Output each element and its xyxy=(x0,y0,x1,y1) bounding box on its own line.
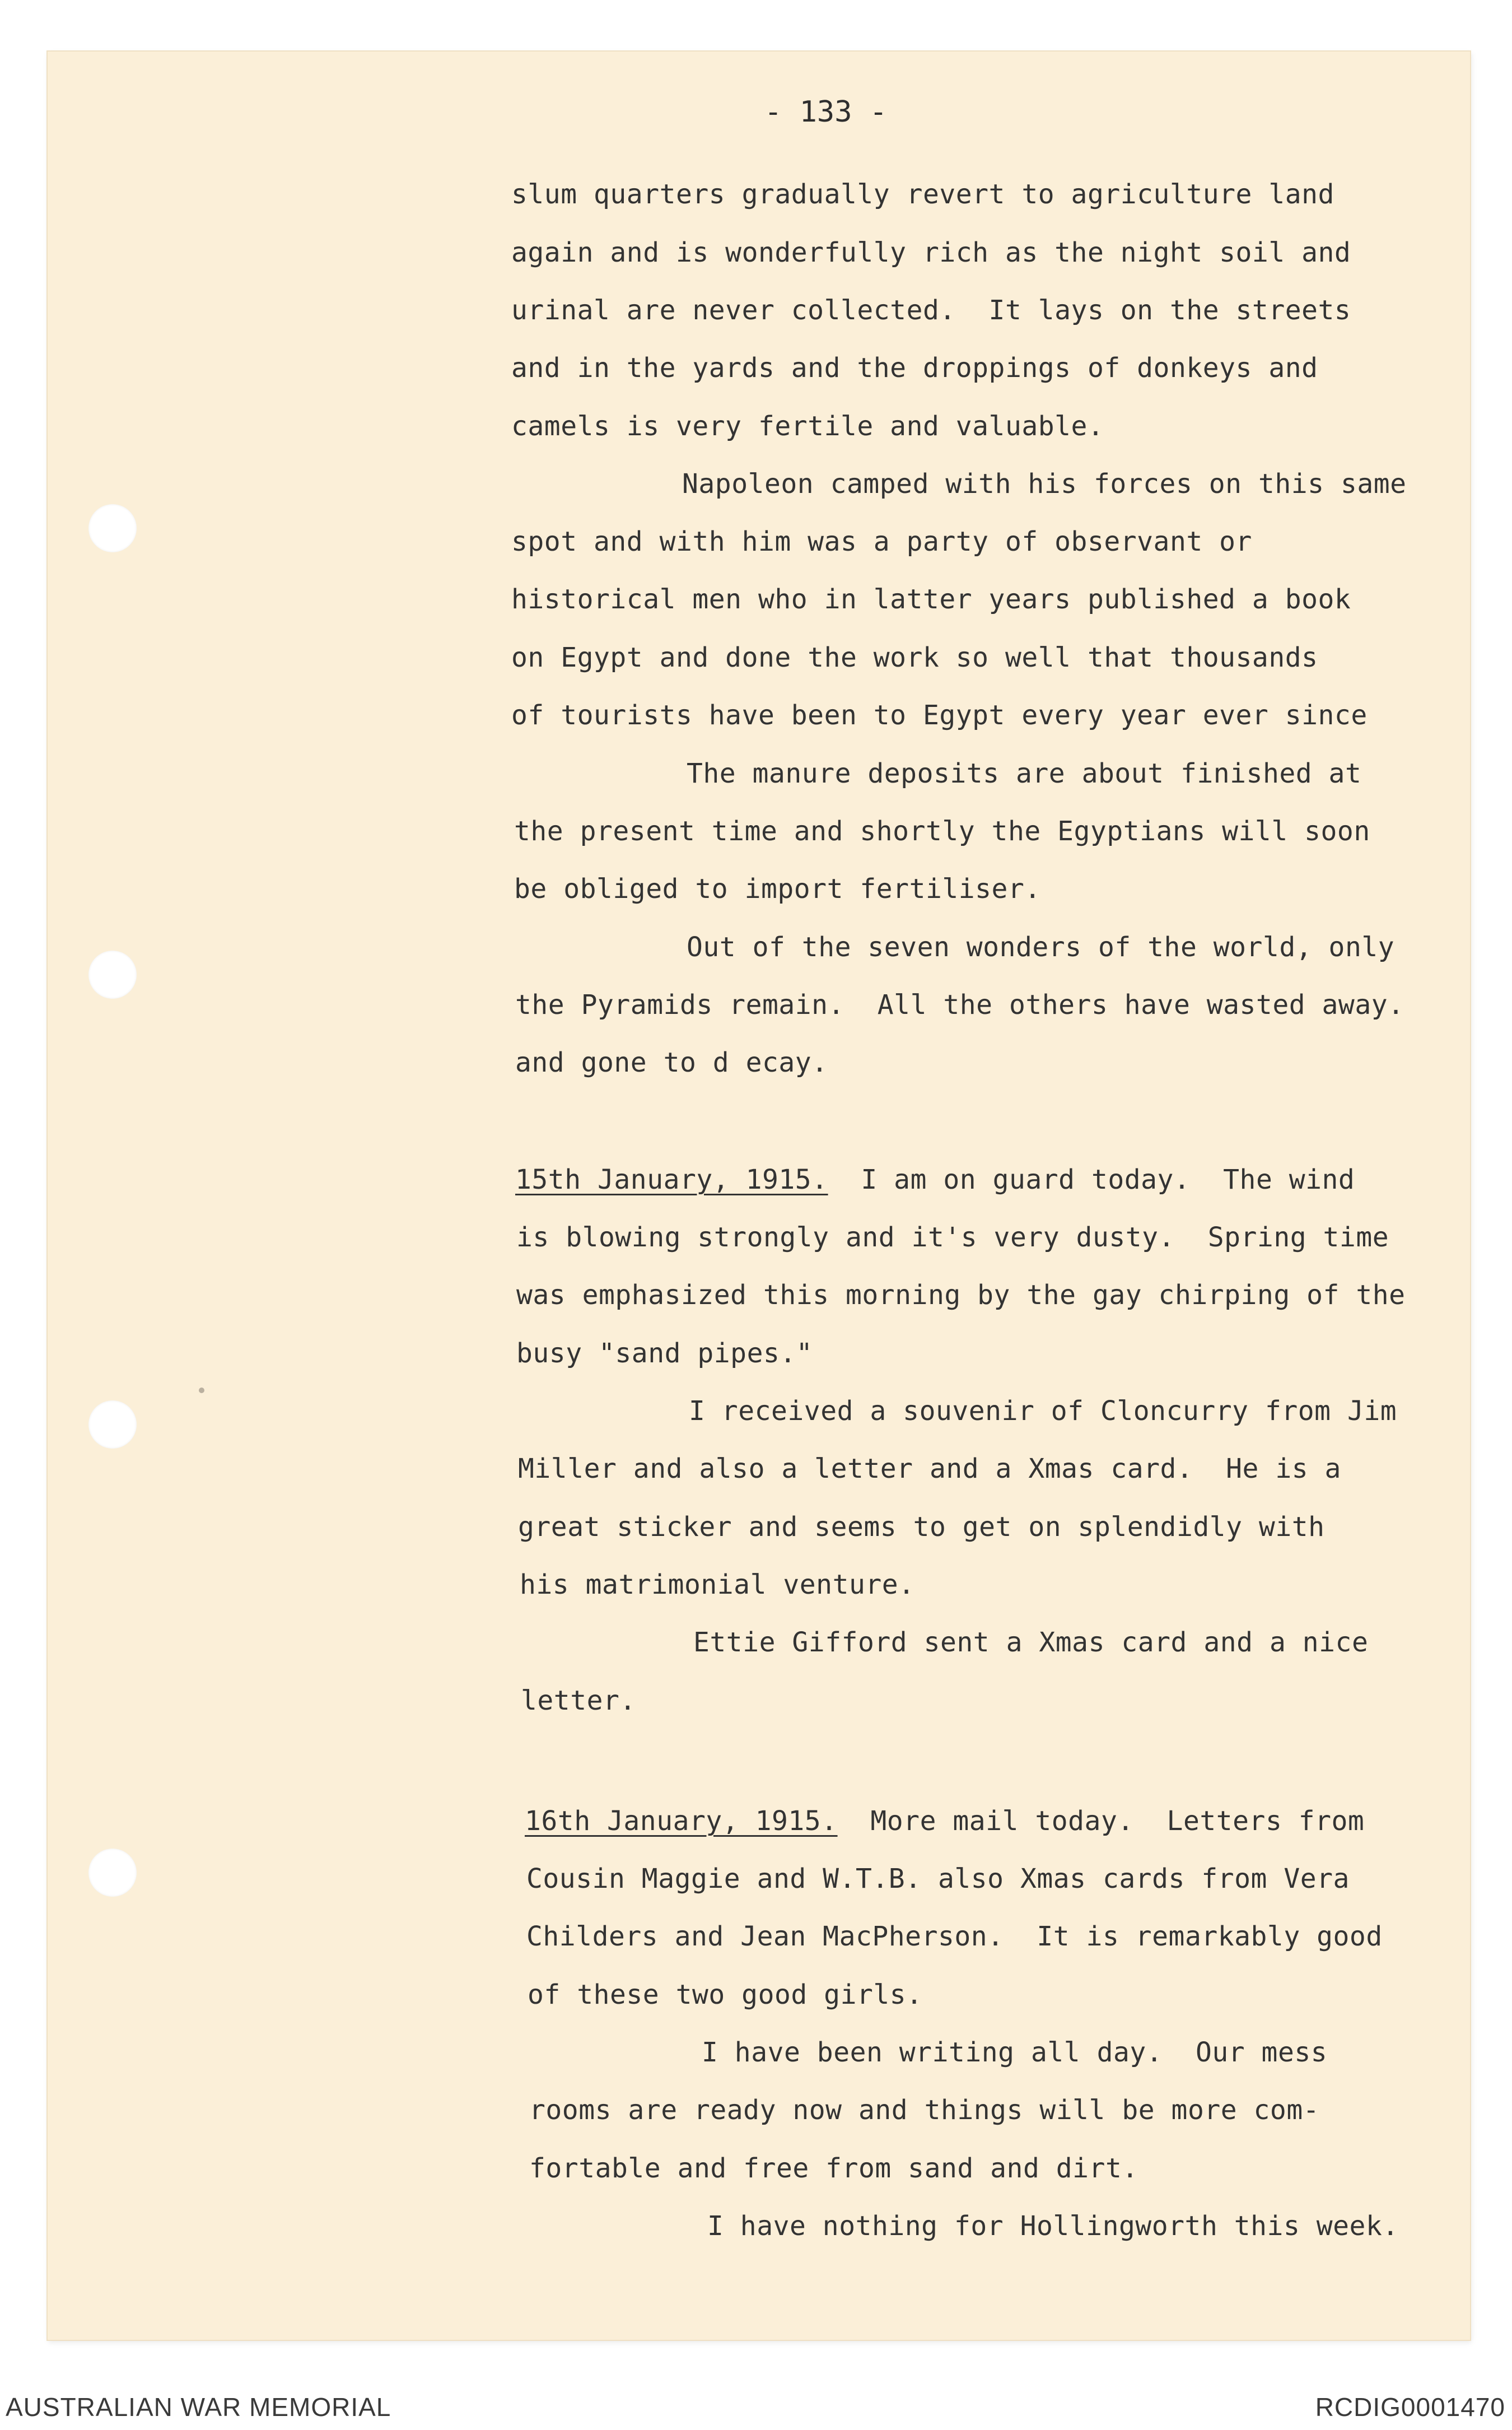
text-line: was emphasized this morning by the gay chirping of the xyxy=(516,1279,1406,1311)
text-line: of tourists have been to Egypt every year ever since xyxy=(511,700,1368,731)
text-line: fortable and free from sand and dirt. xyxy=(529,2153,1138,2184)
text-line: great sticker and seems to get on splendidly with xyxy=(518,1511,1325,1543)
punch-hole xyxy=(88,951,137,999)
text-line: on Egypt and done the work so well that thousands xyxy=(511,642,1318,673)
text-line: letter. xyxy=(521,1685,636,1716)
archive-id: RCDIG0001470 xyxy=(1315,2392,1505,2422)
archive-credit: AUSTRALIAN WAR MEMORIAL xyxy=(6,2392,391,2422)
text-line: I am on guard today. The wind xyxy=(861,1164,1355,1195)
text-line: and gone to d ecay. xyxy=(515,1047,828,1078)
text-line: camels is very fertile and valuable. xyxy=(511,411,1104,442)
text-line: The manure deposits are about finished at xyxy=(687,758,1362,789)
text-line: spot and with him was a party of observant or xyxy=(511,526,1252,557)
text-line: Napoleon camped with his forces on this same xyxy=(682,468,1407,500)
diary-entry-16-jan xyxy=(525,1805,1365,1837)
text-line: Out of the seven wonders of the world, only xyxy=(687,932,1395,963)
text-line: the Pyramids remain. All the others have wasted away. xyxy=(515,989,1404,1021)
text-line: be obliged to import fertiliser. xyxy=(514,873,1041,905)
punch-hole xyxy=(88,1400,137,1449)
text-line: of these two good girls. xyxy=(528,1979,923,2010)
text-line: Cousin Maggie and W.T.B. also Xmas cards from Vera xyxy=(526,1863,1350,1894)
text-line: More mail today. Letters from xyxy=(870,1805,1365,1837)
text-line: historical men who in latter years published a book xyxy=(511,584,1351,615)
text-line: Miller and also a letter and a Xmas card. He is a xyxy=(518,1453,1341,1484)
text-line: I have nothing for Hollingworth this week. xyxy=(707,2210,1399,2242)
diary-entry-15-jan xyxy=(515,1166,1355,1193)
entry-date: 15th January, 1915. xyxy=(515,1164,828,1195)
text-line: his matrimonial venture. xyxy=(520,1569,915,1600)
text-line: and in the yards and the droppings of donkeys and xyxy=(511,352,1318,384)
text-line: I received a souvenir of Cloncurry from Jim xyxy=(689,1395,1397,1427)
text-line: again and is wonderfully rich as the night soil and xyxy=(511,237,1351,268)
text-line: is blowing strongly and it's very dusty. Spring time xyxy=(516,1222,1389,1253)
page-number: - 133 - xyxy=(764,95,888,129)
text-line: slum quarters gradually revert to agriculture land xyxy=(511,179,1334,210)
entry-date: 16th January, 1915. xyxy=(525,1805,838,1837)
text-line: Ettie Gifford sent a Xmas card and a nice xyxy=(693,1627,1369,1658)
text-line: Childers and Jean MacPherson. It is remarkably good xyxy=(526,1921,1383,1952)
text-line: I have been writing all day. Our mess xyxy=(702,2037,1328,2068)
punch-hole xyxy=(88,504,137,552)
text-line: busy "sand pipes." xyxy=(516,1338,813,1369)
text-line: the present time and shortly the Egyptians will soon xyxy=(514,816,1370,847)
paper-speck xyxy=(199,1388,204,1393)
text-line: rooms are ready now and things will be more com- xyxy=(529,2094,1320,2126)
text-line: urinal are never collected. It lays on the streets xyxy=(511,295,1351,326)
punch-hole xyxy=(88,1849,137,1897)
